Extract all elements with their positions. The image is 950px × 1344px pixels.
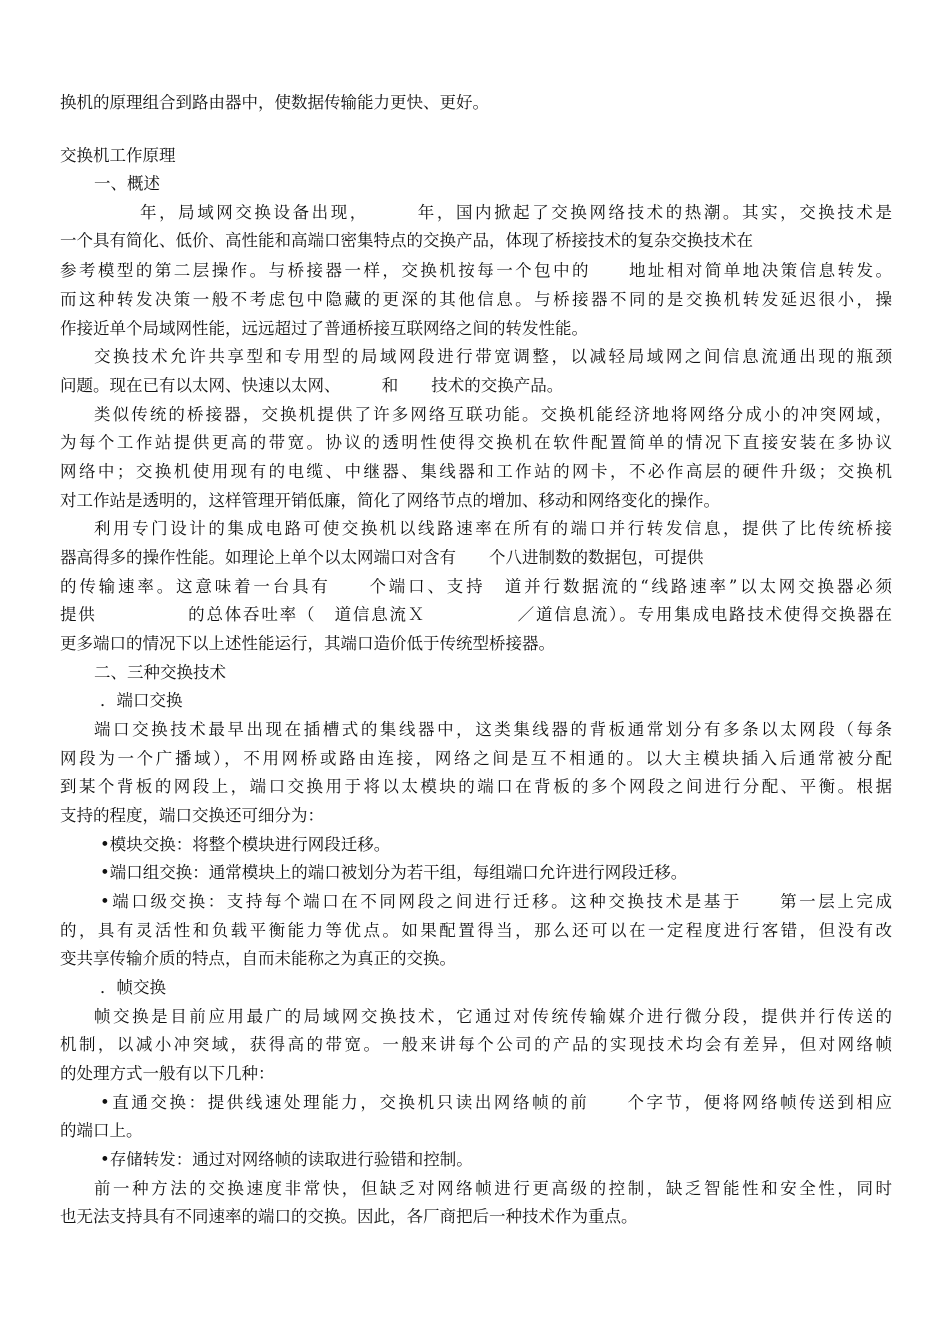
text-line: 问题。现在已有以太网、快速以太网、 和 技术的交换产品。 [60, 376, 564, 395]
list-item: •模块交换：将整个模块进行网段迁移。 [100, 835, 391, 854]
subsection-heading: ．帧交换 [100, 978, 166, 997]
list-item: •直通交换：提供线速处理能力，交换机只读出网络帧的前 个字节，便将网络帧传送到相应 [100, 1093, 892, 1112]
text-line: 也无法支持具有不同速率的端口的交换。因此，各厂商把后一种技术作为重点。 [60, 1207, 638, 1226]
text-line: 利用专门设计的集成电路可使交换机以线路速率在所有的端口并行转发信息，提供了比传统桥接 [94, 519, 892, 538]
text-line: 支持的程度，端口交换还可细分为： [60, 806, 324, 825]
text-line: 一个具有简化、低价、高性能和高端口密集特点的交换产品，体现了桥接技术的复杂交换技术在 [60, 231, 753, 250]
text-line: 提供 的总体吞吐率（ 道信息流Ｘ ／道信息流）。专用集成电路技术使得交换器在 [60, 605, 892, 624]
subsection-heading: 二、三种交换技术 [94, 663, 226, 682]
text-line: 端口交换技术最早出现在插槽式的集线器中，这类集线器的背板通常划分有多条以太网段（每条 [94, 720, 892, 739]
text-line: 作接近单个局域网性能，远远超过了普通桥接互联网络之间的转发性能。 [60, 319, 588, 338]
text-line: 为每个工作站提供更高的带宽。协议的透明性使得交换机在软件配置简单的情况下直接安装在多协议 [60, 433, 892, 452]
text-line: 交换技术允许共享型和专用型的局域网段进行带宽调整，以减轻局域网之间信息流通出现的瓶颈 [94, 347, 892, 366]
text-line: 的传输速率。这意味着一台具有 个端口、支持 道并行数据流的“线路速率”以太网交换器必须 [60, 577, 892, 596]
text-line: 帧交换是目前应用最广的局域网交换技术，它通过对传统传输媒介进行微分段，提供并行传送的 [94, 1007, 892, 1026]
text-line: 的端口上。 [60, 1121, 143, 1140]
list-item: •端口级交换：支持每个端口在不同网段之间进行迁移。这种交换技术是基于 第一层上完成 [100, 892, 892, 911]
subsection-heading: 一、概述 [94, 174, 160, 193]
text-line: 前一种方法的交换速度非常快，但缺乏对网络帧进行更高级的控制，缺乏智能性和安全性，同时 [94, 1179, 892, 1198]
text-line: 对工作站是透明的，这样管理开销低廉，简化了网络节点的增加、移动和网络变化的操作。 [60, 491, 720, 510]
text-line: 更多端口的情况下以上述性能运行，其端口造价低于传统型桥接器。 [60, 634, 555, 653]
subsection-heading: ．端口交换 [100, 691, 183, 710]
section-heading: 交换机工作原理 [60, 146, 176, 165]
text-line: 类似传统的桥接器，交换机提供了许多网络互联功能。交换机能经济地将网络分成小的冲突网域， [94, 405, 892, 424]
text-line: 器高得多的操作性能。如理论上单个以太网端口对含有 个八进制数的数据包，可提供 [60, 548, 704, 567]
text-line: 年，局域网交换设备出现， 年，国内掀起了交换网络技术的热潮。其实，交换技术是 [140, 203, 892, 222]
text-line: 变共享传输介质的特点，自而未能称之为真正的交换。 [60, 949, 456, 968]
list-item: •端口组交换：通常模块上的端口被划分为若干组，每组端口允许进行网段迁移。 [100, 863, 688, 882]
text-line: 的，具有灵活性和负载平衡能力等优点。如果配置得当，那么还可以在一定程度进行客错，但没有改 [60, 921, 892, 940]
text-line: 换机的原理组合到路由器中，使数据传输能力更快、更好。 [60, 93, 489, 112]
text-line: 而这种转发决策一般不考虑包中隐藏的更深的其他信息。与桥接器不同的是交换机转发延迟很小，操 [60, 290, 892, 309]
text-line: 网络中；交换机使用现有的电缆、中继器、集线器和工作站的网卡，不必作高层的硬件升级；交换机 [60, 462, 892, 481]
text-line: 机制，以减小冲突域，获得高的带宽。一般来讲每个公司的产品的实现技术均会有差异，但对网络帧 [60, 1035, 892, 1054]
text-line: 到某个背板的网段上，端口交换用于将以太模块的端口在背板的多个网段之间进行分配、平衡。根据 [60, 777, 892, 796]
text-line: 的处理方式一般有以下几种： [60, 1064, 275, 1083]
text-line: 参考模型的第二层操作。与桥接器一样，交换机按每一个包中的 地址相对简单地决策信息转发。 [60, 261, 892, 280]
list-item: •存储转发：通过对网络帧的读取进行验错和控制。 [100, 1150, 473, 1169]
text-line: 网段为一个广播域），不用网桥或路由连接，网络之间是互不相通的。以大主模块插入后通常被分配 [60, 749, 892, 768]
